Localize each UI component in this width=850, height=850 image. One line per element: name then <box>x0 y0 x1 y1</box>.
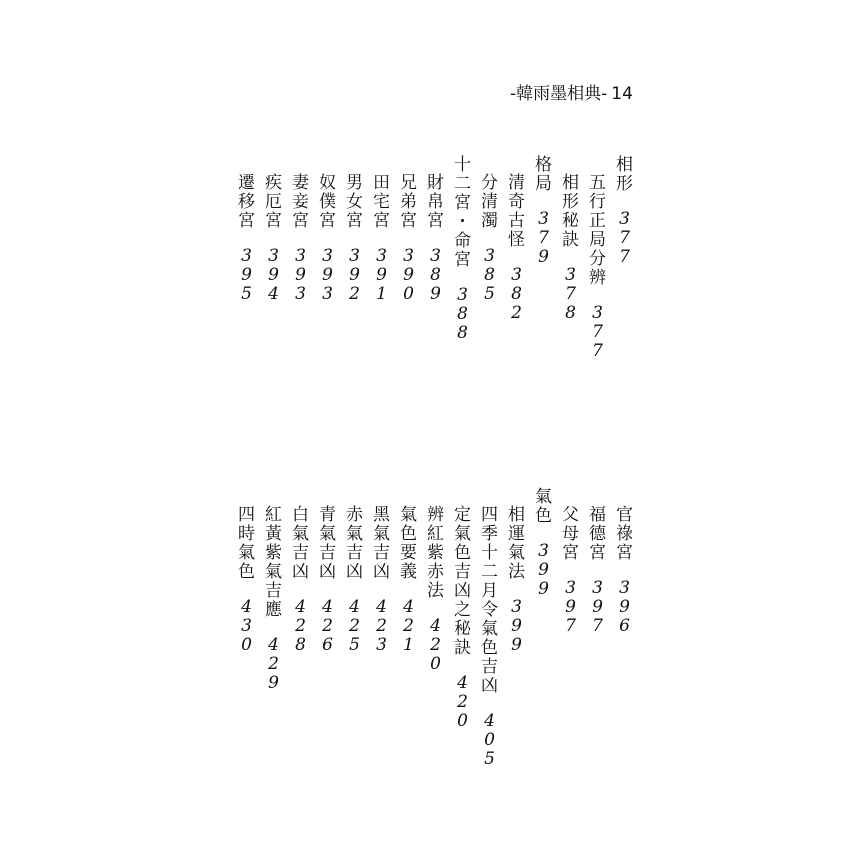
toc-entry-title: 青 氣 吉 凶 <box>319 505 336 582</box>
toc-entry-title: 遷 移 宮 <box>238 173 255 231</box>
toc-entry <box>368 506 395 655</box>
toc-entry-title: 氣 色 <box>535 487 552 526</box>
page-number: 14 <box>611 84 633 104</box>
toc-entry <box>260 174 287 304</box>
toc-entry <box>476 506 503 769</box>
toc-entry-page: 4 2 1 <box>403 597 414 655</box>
toc-entry-title: 相 運 氣 法 <box>508 505 525 582</box>
toc-entry <box>314 506 341 655</box>
toc-entry-title: 黑 氣 吉 凶 <box>373 505 390 582</box>
toc-entry <box>584 174 611 361</box>
toc-entry <box>287 506 314 655</box>
toc-entry-page: 4 0 5 <box>484 711 495 769</box>
toc-entry <box>611 156 638 267</box>
toc-entry-title: 五 行 正 局 分 辨 <box>589 173 606 288</box>
toc-entry-title: 四 時 氣 色 <box>238 505 255 582</box>
toc-entry-title: 相 形 <box>616 155 633 194</box>
toc-entry-title: 辨 紅 紫 赤 法 <box>427 505 444 601</box>
toc-entry <box>287 174 314 304</box>
toc-entry <box>395 506 422 655</box>
toc-entry-page: 3 7 7 <box>619 209 630 267</box>
toc-entry-title: 田 宅 宮 <box>373 173 390 231</box>
toc-entry-title: 白 氣 吉 凶 <box>292 505 309 582</box>
toc-entry-page: 3 7 7 <box>592 303 603 361</box>
toc-entry-page: 3 9 9 <box>511 597 522 655</box>
toc-entry <box>368 174 395 304</box>
toc-entry-title: 疾 厄 宮 <box>265 173 282 231</box>
toc-entry-page: 3 9 3 <box>322 246 333 304</box>
toc-entry-page: 3 9 0 <box>403 246 414 304</box>
toc-entry-title: 財 帛 宮 <box>427 173 444 231</box>
toc-entry-title: 赤 氣 吉 凶 <box>346 505 363 582</box>
toc-entry-page: 3 9 1 <box>376 246 387 304</box>
toc-entry <box>449 156 476 343</box>
toc-entry-page: 3 9 7 <box>565 578 576 636</box>
toc-entry-title: 奴 僕 宮 <box>319 173 336 231</box>
toc-entry-page: 4 2 6 <box>322 597 333 655</box>
toc-entry-title: 福 德 宮 <box>589 505 606 563</box>
running-header <box>510 86 633 103</box>
toc-entry-page: 4 2 0 <box>457 673 468 731</box>
toc-entry <box>557 506 584 636</box>
toc-entry-page: 3 9 7 <box>592 578 603 636</box>
toc-entry <box>530 488 557 599</box>
toc-entry <box>503 174 530 323</box>
toc-entry-title: 十 二 宮 ・ 命 宮 <box>454 155 471 270</box>
toc-entry-title: 妻 妾 宮 <box>292 173 309 231</box>
toc-entry-page: 3 9 3 <box>295 246 306 304</box>
toc-entry-page: 3 9 5 <box>241 246 252 304</box>
toc-entry-page: 3 7 9 <box>538 209 549 267</box>
toc-entry <box>422 174 449 304</box>
toc-entry <box>395 174 422 304</box>
toc-entry-page: 3 9 9 <box>538 541 549 599</box>
toc-entry-title: 官 祿 宮 <box>616 505 633 563</box>
toc-entry-page: 4 3 0 <box>241 597 252 655</box>
toc-entry-title: 相 形 秘 訣 <box>562 173 579 250</box>
toc-entry <box>503 506 530 655</box>
toc-entry-page: 3 8 8 <box>457 285 468 343</box>
toc-entry <box>530 156 557 267</box>
toc-entry-page: 4 2 8 <box>295 597 306 655</box>
toc-entry-title: 父 母 宮 <box>562 505 579 563</box>
toc-entry <box>584 506 611 636</box>
toc-entry <box>341 174 368 304</box>
toc-entry-title: 兄 弟 宮 <box>400 173 417 231</box>
toc-entry-page: 3 8 9 <box>430 246 441 304</box>
toc-entry <box>314 174 341 304</box>
toc-entry <box>233 174 260 304</box>
toc-entry-title: 清 奇 古 怪 <box>508 173 525 250</box>
toc-entry-title: 氣 色 要 義 <box>400 505 417 582</box>
toc-block-top <box>233 156 638 361</box>
toc-entry <box>422 506 449 674</box>
book-title: -韓雨墨相典- <box>510 84 608 104</box>
toc-entry-title: 分 清 濁 <box>481 173 498 231</box>
toc-entry <box>476 174 503 304</box>
toc-entry-page: 3 9 6 <box>619 578 630 636</box>
toc-entry-title: 男 女 宮 <box>346 173 363 231</box>
toc-entry-page: 4 2 5 <box>349 597 360 655</box>
toc-entry-title: 四 季 十 二 月 令 氣 色 吉 凶 <box>481 505 498 696</box>
toc-entry-page: 4 2 0 <box>430 616 441 674</box>
toc-entry-page: 3 9 4 <box>268 246 279 304</box>
toc-entry-page: 3 8 5 <box>484 246 495 304</box>
toc-entry-page: 3 8 2 <box>511 265 522 323</box>
toc-entry-title: 格 局 <box>535 155 552 194</box>
toc-block-bottom <box>233 488 638 769</box>
toc-entry-page: 4 2 9 <box>268 635 279 693</box>
toc-entry <box>260 506 287 693</box>
toc-entry <box>233 506 260 655</box>
toc-entry-title: 定 氣 色 吉 凶 之 秘 訣 <box>454 505 471 658</box>
toc-entry <box>611 506 638 636</box>
toc-entry <box>341 506 368 655</box>
toc-entry-title: 紅 黃 紫 氣 吉 應 <box>265 505 282 620</box>
toc-entry-page: 3 7 8 <box>565 265 576 323</box>
toc-entry-page: 3 9 2 <box>349 246 360 304</box>
toc-entry-page: 4 2 3 <box>376 597 387 655</box>
toc-entry <box>557 174 584 323</box>
toc-entry <box>449 506 476 731</box>
